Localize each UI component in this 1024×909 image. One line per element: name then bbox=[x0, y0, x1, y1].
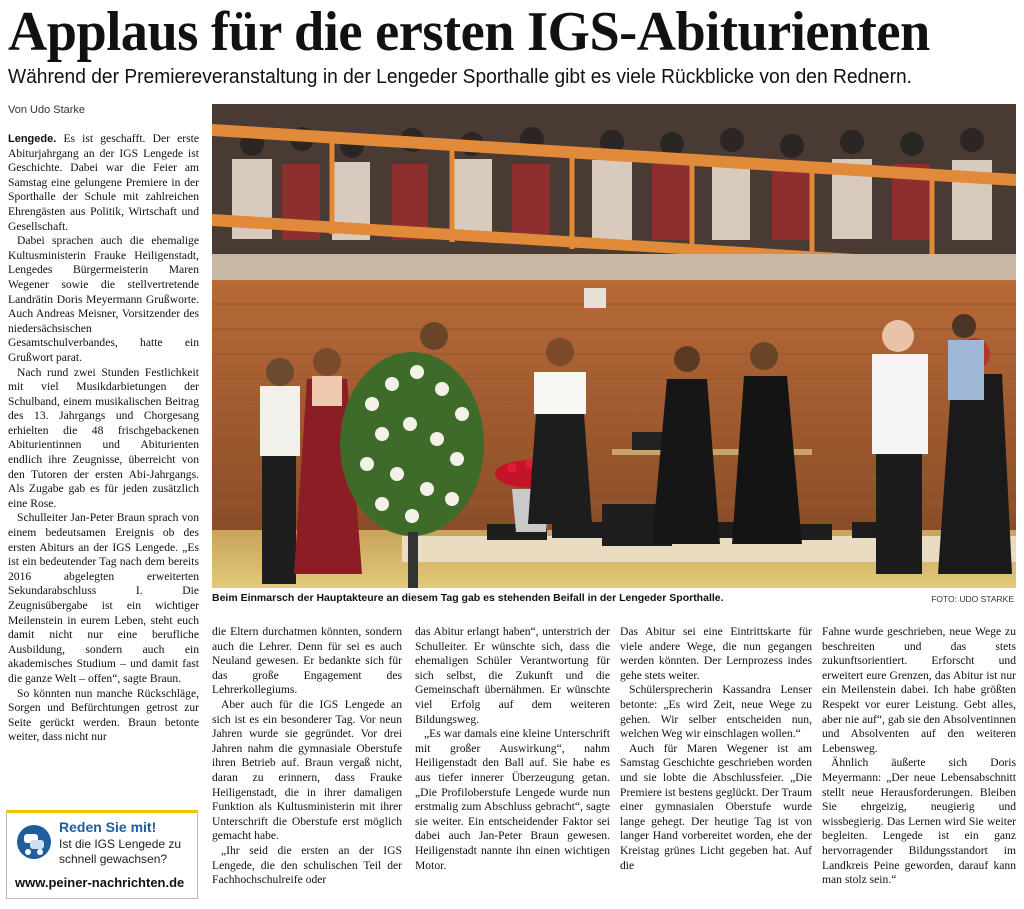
promo-link[interactable]: www.peiner-nachrichten.de bbox=[15, 875, 185, 890]
paragraph: das Abitur erlangt haben“, unterstrich der Schulleiter. Er wünschte sich, dass die ehemaligen Schüler Verantwortung für sich selbst, die Zukunft und die Gemeinschaft übernähmen. Er wünschte viel Erfolg auf dem weiteren Bildungsweg. bbox=[415, 625, 610, 726]
paragraph: Schülersprecherin Kassandra Lenser betonte: „Es wird Zeit, neue Wege zu gehen. Wir selber entscheiden nun, welchen Weg wir einschlagen wollen.“ bbox=[620, 683, 812, 741]
article-column-4 bbox=[620, 625, 812, 873]
dateline: Lengede. bbox=[8, 133, 57, 145]
article-column-3 bbox=[415, 625, 610, 873]
paragraph-text: Es ist geschafft. Der erste Abiturjahrgang an der IGS Lengede ist Geschichte. Dabei war die Feier am Samstag eine gelungene Premiere in der Sporthalle der Schule mit zahlreichen Ehrengästen aus Politik, Wirtschaft und Gesellschaft. bbox=[8, 132, 199, 233]
promo-title: Reden Sie mit! bbox=[59, 819, 157, 835]
photo-caption: Beim Einmarsch der Hauptakteure an diesem Tag gab es stehenden Beifall in der Lengeder Sporthalle. bbox=[212, 592, 724, 604]
paragraph: „Es war damals eine kleine Unterschrift mit großer Auswirkung“, nahm Heiligenstadt den Ball auf. Sie habe es aus tiefer innerer Überzeugung getan. „Die Profiloberstufe Lengede wurde nun erstmalig zum Abschluss gebracht“, sagte sie weiter. Ein entscheidender Faktor sei dabei auch Jan-Peter Braun gewesen. Heiligenstadt nannte ihn einen wichtigen Motor. bbox=[415, 727, 610, 872]
article-photo bbox=[212, 104, 1016, 588]
photo-credit: FOTO: UDO STARKE bbox=[931, 594, 1014, 604]
paragraph: Das Abitur sei eine Eintrittskarte für viele andere Wege, die nun gegangen werden könnten. Der Lernprozess indes gehe stets weiter. bbox=[620, 625, 812, 682]
subheadline: Während der Premiereveranstaltung in der Lengeder Sporthalle gibt es viele Rückblicke von den Rednern. bbox=[8, 66, 912, 88]
byline: Von Udo Starke bbox=[8, 104, 86, 116]
article-column-1 bbox=[8, 132, 199, 745]
paragraph: Nach rund zwei Stunden Festlichkeit mit viel Musikdarbietungen der Schulband, einem musikalischen Beitrag des 13. Jahrgangs und Chorgesang erhielten die 48 frischgebackenen Abiturientinnen und Abiturienten endlich ihre Zeugnisse, überreicht von den Tutoren der ersten Abi-Jahrgangs. Als Zugabe gab es für jeden zusätzlich eine Rose. bbox=[8, 365, 199, 510]
paragraph: Fahne wurde geschrieben, neue Wege zu beschreiten und das stets zukunftsorientiert. Erforscht und erweitert eure Grenzen, das Abitur ist nur ein Meilenstein dabei. Ich habe größten Respekt vor eurer Leistung. Gebt alles, aber nie auf“, gab sie den Absolventinnen und Absolventen auf den weiteren Lebensweg. bbox=[822, 625, 1016, 755]
paragraph: Aber auch für die IGS Lengede an sich ist es ein besonderer Tag. Vor neun Jahren wurde sie gegründet. Vor drei Jahren nahm die gymnasiale Oberstufe ihren Betrieb auf. Braun vergaß nicht, daran zu erinnern, dass Frauke Heiligenstadt, die in ihrer damaligen Funktion als Kultusministerin mit ihrer Unterschrift die Oberstufe erst möglich gemacht habe. bbox=[212, 697, 402, 843]
paragraph bbox=[8, 132, 199, 234]
paragraph: die Eltern durchatmen könnten, sondern auch die Lehrer. Denn für sei es auch Neuland gewesen. Er bedankte sich für das große Engagement des Lehrerkollegiums. bbox=[212, 625, 402, 697]
discussion-promo-box[interactable] bbox=[6, 810, 198, 899]
paragraph: So könnten nun manche Rückschläge, Sorgen und Befürchtungen getrost zur Seite gerückt werden. Braun betonte weiter, dass nicht nur bbox=[8, 686, 199, 744]
photo-graduation-ceremony bbox=[212, 104, 1016, 588]
paragraph: „Ihr seid die ersten an der IGS Lengede, die den schulischen Teil der Fachhochschulreife oder bbox=[212, 843, 402, 887]
article-column-5 bbox=[822, 625, 1016, 888]
headline: Applaus für die ersten IGS-Abiturienten bbox=[8, 1, 930, 63]
paragraph: Dabei sprachen auch die ehemalige Kultusministerin Frauke Heiligenstadt, Lengedes Bürgermeisterin Maren Wegener sowie die stellvertretende Landrätin Doris Meyermann Grußworte. Auch Andreas Meisner, Vorsitzender des niedersächsischen Gesamtschulverbandes, hatte ein Grußwort parat. bbox=[8, 234, 199, 364]
article-column-2 bbox=[212, 625, 402, 888]
paragraph: Schulleiter Jan-Peter Braun sprach von einem bedeutsamen Ereignis ob des ersten Abiturs an der IGS Lengede. „Es ist ein bedeutender Tag nach dem bereits 2016 abgelegten erweiterten Sekundarabschluss I. Die Zeugnisübergabe ist ein wichtiger Meilenstein in eurem Leben, steht euch damit nicht nur eine berufliche Ausbildung, sondern auch ein akademisches Studium – und damit fast die ganze Welt – offen“, sagte Braun. bbox=[8, 511, 199, 685]
promo-question: Ist die IGS Lengede zu schnell gewachsen? bbox=[59, 837, 182, 866]
chat-bubbles-icon bbox=[17, 825, 51, 859]
paragraph: Ähnlich äußerte sich Doris Meyermann: „Der neue Lebensabschnitt stellt neue Herausforderungen. Bleiben Sie ehrgeizig, neugierig und wissbegierig. Das Lernen wird Sie weiter begleiten. Lengede ist ein ganz hervorragender Bildungsstandort im Landkreis Peine geworden, darauf kann man stolz sein.“ bbox=[822, 756, 1016, 887]
paragraph: Auch für Maren Wegener ist am Samstag Geschichte geschrieben worden und sie lobte die Abschlussfeier. „Die Premiere ist bestens geglückt. Der Traum einer gymnasialen Oberstufe wurde lange gehegt. Der heutige Tag ist von langer Hand vorbereitet worden, ehe der Kreistag grünes Licht gegeben hat. Auf die bbox=[620, 741, 812, 872]
